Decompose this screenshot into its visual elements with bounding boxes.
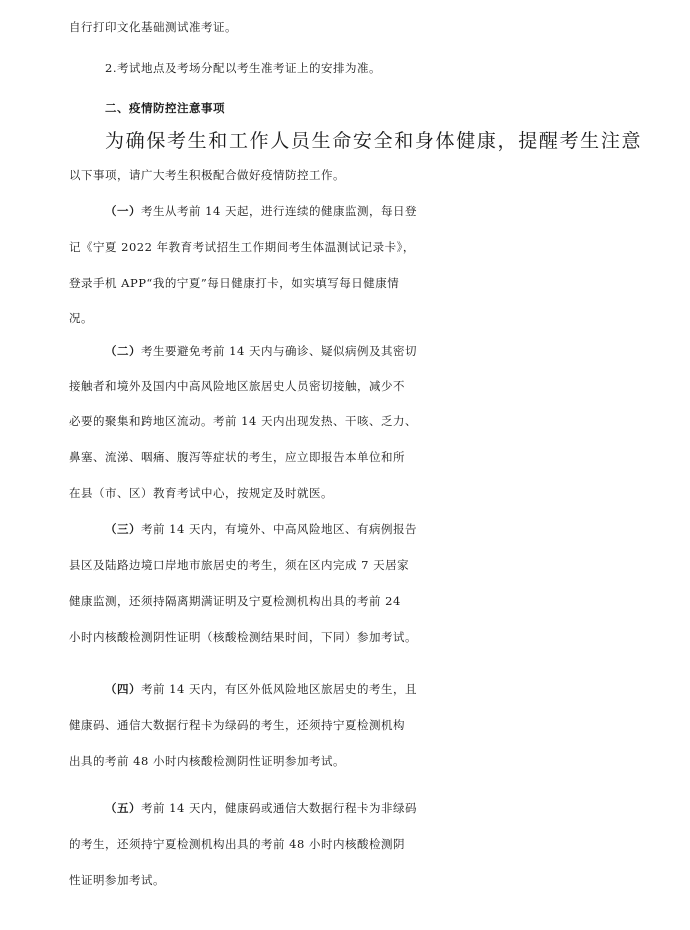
text-line — [69, 14, 690, 40]
text-line — [69, 712, 690, 738]
line-text: 在县（市、区）教育考试中心，按规定及时就医。 — [69, 486, 333, 500]
line-text: 自行打印文化基础测试准考证。 — [69, 20, 237, 34]
line-text: 健康码、通信大数据行程卡为绿码的考生，还须持宁夏检测机构 — [69, 718, 405, 732]
text-line — [69, 162, 690, 188]
text-line — [69, 408, 690, 434]
line-text: 健康监测，还须持隔离期满证明及宁夏检测机构出具的考前 24 — [69, 594, 401, 608]
text-line — [105, 198, 690, 224]
text-line — [69, 624, 690, 650]
text-line — [105, 516, 690, 542]
text-line — [69, 552, 690, 578]
section-heading — [105, 95, 690, 121]
item-marker: （五） — [105, 801, 141, 815]
line-text: 考前 14 天内，有境外、中高风险地区、有病例报告 — [141, 522, 417, 536]
line-text: 记《宁夏 2022 年教育考试招生工作期间考生体温测试记录卡》， — [69, 240, 415, 254]
line-text: 况。 — [69, 311, 93, 325]
line-text: 接触者和境外及国内中高风险地区旅居史人员密切接触，减少不 — [69, 379, 405, 393]
heading-text: 二、疫情防控注意事项 — [105, 101, 225, 115]
line-text: 为确保考生和工作人员生命安全和身体健康，提醒考生注意 — [105, 130, 641, 152]
line-text: 考前 14 天内，健康码或通信大数据行程卡为非绿码 — [141, 801, 417, 815]
text-line — [69, 305, 690, 331]
line-text: 考生从考前 14 天起，进行连续的健康监测，每日登 — [141, 204, 417, 218]
text-line — [105, 795, 690, 821]
text-line — [105, 676, 690, 702]
text-line — [69, 748, 690, 774]
line-text: 以下事项，请广大考生积极配合做好疫情防控工作。 — [69, 168, 345, 182]
item-marker: （三） — [105, 522, 141, 536]
text-line — [69, 444, 690, 470]
line-text: 考前 14 天内，有区外低风险地区旅居史的考生，且 — [141, 682, 417, 696]
item-marker: （二） — [105, 344, 141, 358]
line-text: 必要的聚集和跨地区流动。考前 14 天内出现发热、干咳、乏力、 — [69, 414, 417, 428]
line-text: 2.考试地点及考场分配以考生准考证上的安排为准。 — [105, 61, 381, 75]
text-line — [105, 338, 690, 364]
text-line — [69, 831, 690, 857]
line-text: 考生要避免考前 14 天内与确诊、疑似病例及其密切 — [141, 344, 417, 358]
text-line — [69, 480, 690, 506]
item-marker: （一） — [105, 204, 141, 218]
line-text: 的考生，还须持宁夏检测机构出具的考前 48 小时内核酸检测阴 — [69, 837, 405, 851]
line-text: 小时内核酸检测阴性证明（核酸检测结果时间，下同）参加考试。 — [69, 630, 417, 644]
text-line — [69, 867, 690, 893]
line-text: 性证明参加考试。 — [69, 873, 165, 887]
text-line — [105, 128, 641, 154]
line-text: 鼻塞、流涕、咽痛、腹泻等症状的考生，应立即报告本单位和所 — [69, 450, 405, 464]
line-text: 登录手机 APP“我的宁夏”每日健康打卡，如实填写每日健康情 — [69, 276, 400, 290]
line-text: 县区及陆路边境口岸地市旅居史的考生，须在区内完成 7 天居家 — [69, 558, 410, 572]
text-line — [69, 234, 690, 260]
text-line — [105, 55, 690, 81]
item-marker: （四） — [105, 682, 141, 696]
text-line — [69, 373, 690, 399]
line-text: 出具的考前 48 小时内核酸检测阴性证明参加考试。 — [69, 754, 345, 768]
text-line — [69, 270, 690, 296]
text-line — [69, 588, 690, 614]
